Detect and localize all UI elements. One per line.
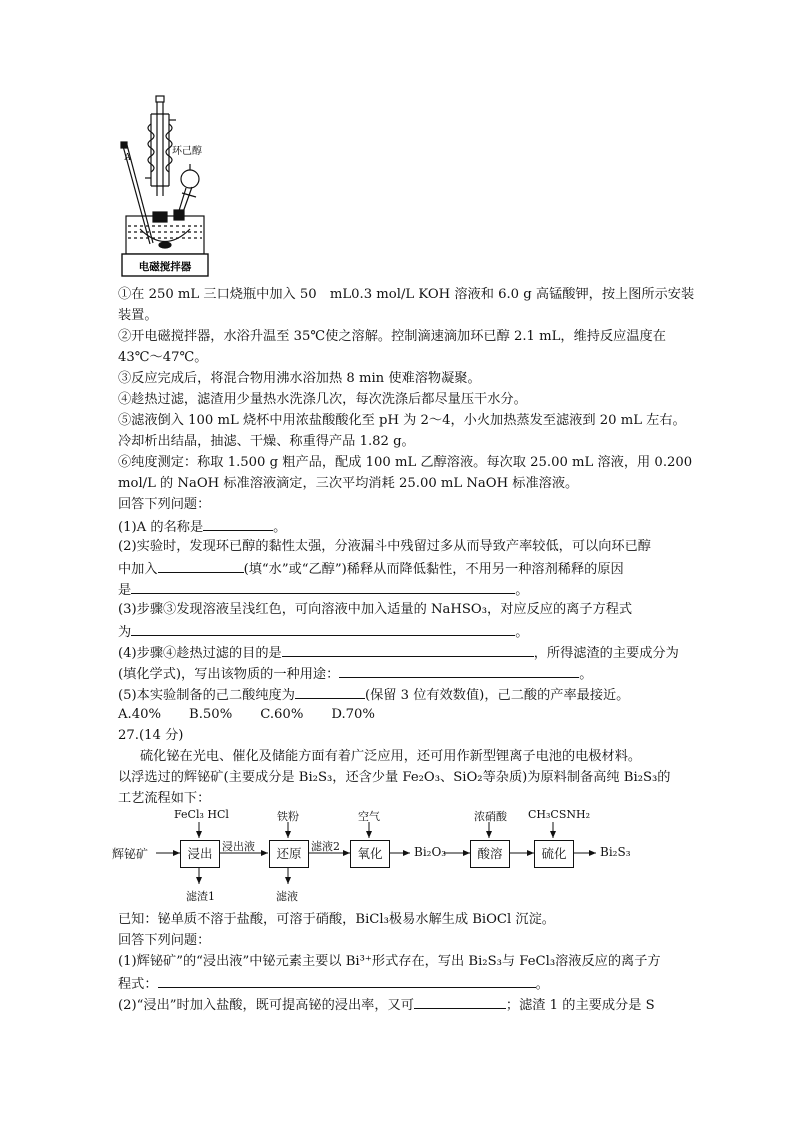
flow-box-acid-dissolve: 酸溶 — [470, 840, 510, 868]
q26-4-text-a: (4)步骤④趁热过滤的目的是 — [118, 646, 282, 661]
q26-1 — [118, 516, 286, 538]
step-1-line-1: ①在 250 mL 三口烧瓶中加入 50 mL0.3 mol/L KOH 溶液和 6.0 g 高锰酸钾，按上图所示安装 — [118, 287, 695, 302]
q26-2-text-a: 中加入 — [118, 562, 158, 577]
option-a[interactable]: A.40% — [118, 707, 162, 722]
q27-intro-line-1: 硫化铋在光电、催化及储能方面有着广泛应用，还可用作新型锂离子电池的电极材料。 — [140, 749, 642, 764]
process-flow-diagram — [112, 804, 652, 914]
reagent-fecl3-hcl: FeCl₃ HCl — [174, 808, 229, 821]
q27-1-line-2 — [118, 973, 549, 995]
q26-4-line-1 — [118, 642, 679, 664]
q26-5-options — [118, 705, 403, 725]
q27-intro-q: 回答下列问题： — [118, 933, 211, 948]
label-stirrer: 电磁搅拌器 — [138, 261, 192, 273]
option-c[interactable]: C.60% — [260, 707, 304, 722]
dropping-funnel — [178, 164, 199, 215]
q26-3-text: 为 — [118, 625, 132, 640]
step-5-line-1: ⑤滤液倒入 100 mL 烧杯中用浓盐酸酸化至 pH 为 2～4，小火加热蒸发至滤液到 20 mL 左右。 — [118, 413, 686, 428]
q26-3-end: 。 — [515, 625, 529, 640]
q26-1-text: (1)A 的名称是 — [118, 520, 204, 535]
flow-box-oxidize: 氧化 — [350, 840, 390, 868]
q26-2-end: 。 — [515, 583, 529, 598]
q27-known: 已知：铋单质不溶于盐酸，可溶于硝酸，BiCl₃极易水解生成 BiOCl 沉淀。 — [118, 912, 555, 927]
flask-and-bath — [126, 210, 204, 254]
q26-intro: 回答下列问题： — [118, 497, 211, 512]
answer-blank[interactable] — [295, 684, 365, 699]
q27-1-line-1: (1)辉铋矿”的“浸出液”中铋元素主要以 Bi³⁺形式存在，写出 Bi₂S₃与 FeCl₃溶液反应的离子方 — [118, 954, 661, 969]
answer-blank[interactable] — [339, 663, 579, 678]
q27-1-end: 。 — [535, 977, 549, 992]
q27-2 — [118, 994, 655, 1016]
q27-intro-line-2: 以浮选过的辉铋矿(主要成分是 Bi₂S₃，还含少量 Fe₂O₃、SiO₂等杂质)为原料制备高纯 Bi₂S₃的 — [118, 770, 671, 785]
reagent-nitric-acid: 浓硝酸 — [474, 810, 507, 823]
q26-5-text-b: (保留 3 位有效数值)，己二酸的产率最接近。 — [364, 688, 630, 703]
flow-box-leach: 浸出 — [180, 840, 220, 868]
q27-intro-line-3: 工艺流程如下： — [118, 791, 211, 806]
step-1-line-2: 装置。 — [118, 308, 158, 323]
q26-4-end: 。 — [579, 667, 593, 682]
final-product: Bi₂S₃ — [600, 845, 631, 859]
step-3: ③反应完成后，将混合物用沸水浴加热 8 min 使难溶物凝聚。 — [118, 371, 481, 386]
answer-blank[interactable] — [414, 994, 506, 1009]
reagent-air: 空气 — [358, 810, 380, 823]
q27-1-text: 程式： — [118, 977, 158, 992]
answer-blank[interactable] — [131, 579, 515, 594]
step-5-line-2: 冷却析出结晶，抽滤、干燥、称重得产品 1.82 g。 — [118, 434, 415, 449]
q26-4-text-b: ，所得滤渣的主要成分为 — [533, 646, 679, 661]
residue-1: 滤渣1 — [186, 890, 215, 903]
flow-box-sulfurize: 硫化 — [534, 840, 574, 868]
step-2-line-2: 43℃～47℃。 — [118, 350, 208, 365]
reagent-thioacetamide: CH₃CSNH₂ — [528, 808, 590, 821]
q27-2-text-a: (2)“浸出”时加入盐酸，既可提高铋的浸出率，又可 — [118, 998, 414, 1013]
step-6-line-1: ⑥纯度测定：称取 1.500 g 粗产品，配成 100 mL 乙醇溶液。每次取 25.00 mL 溶液，用 0.200 — [118, 455, 693, 470]
q26-5-text-a: (5)本实验制备的己二酸纯度为 — [118, 688, 295, 703]
q26-3-line-2 — [118, 621, 528, 643]
option-b[interactable]: B.50% — [189, 707, 233, 722]
arrow-label-leachate: 浸出液 — [222, 840, 255, 853]
q26-3-line-1: (3)步骤③发现溶液呈浅红色，可向溶液中加入适量的 NaHSO₃，对应反应的离子方程式 — [118, 602, 633, 617]
q27-header: 27.(14 分) — [118, 728, 184, 743]
q26-2-line-1: (2)实验时，发现环已醇的黏性太强，分液漏斗中残留过多从而导致产率较低，可以向环已醇 — [118, 539, 651, 554]
step-2-line-1: ②开电磁搅拌器，水浴升温至 35℃使之溶解。控制滴速滴加环已醇 2.1 mL，维持反应温度在 — [118, 329, 666, 344]
answer-blank[interactable] — [158, 973, 536, 988]
apparatus-figure — [118, 94, 214, 278]
flow-box-reduce: 还原 — [269, 840, 309, 868]
arrow-label-filtrate2: 滤液2 — [311, 840, 340, 853]
step-4: ④趁热过滤，滤渣用少量热水洗涤几次，每次洗涤后都尽量压干水分。 — [118, 392, 527, 407]
q27-2-text-b: ；滤渣 1 的主要成分是 S — [505, 998, 655, 1013]
q26-2-line-3 — [118, 579, 528, 601]
option-d[interactable]: D.70% — [331, 707, 375, 722]
q26-4-line-2 — [118, 663, 592, 685]
flow-start: 辉铋矿 — [112, 847, 149, 861]
q26-1-end: 。 — [273, 520, 287, 535]
q26-2-text-b: (填“水”或“乙醇”)稀释从而降低黏性，不用另一种溶剂稀释的原因 — [243, 562, 624, 577]
q26-4-text-c: (填化学式)，写出该物质的一种用途： — [118, 667, 340, 682]
q26-2-line-2 — [118, 558, 624, 580]
answer-blank[interactable] — [203, 516, 273, 531]
answer-blank[interactable] — [282, 642, 534, 657]
answer-blank[interactable] — [131, 621, 515, 636]
q26-5 — [118, 684, 629, 706]
mid-product: Bi₂O₃ — [414, 845, 447, 859]
residue-2: 滤液 — [276, 890, 298, 903]
q26-2-text-c: 是 — [118, 583, 132, 598]
label-reagent: 环己醇 — [172, 146, 202, 157]
step-6-line-2: mol/L 的 NaOH 标准溶液滴定，三次平均消耗 25.00 mL NaOH 标准溶液。 — [118, 476, 579, 491]
label-a: A — [124, 152, 132, 163]
reagent-iron: 铁粉 — [277, 810, 299, 823]
answer-blank[interactable] — [158, 558, 244, 573]
